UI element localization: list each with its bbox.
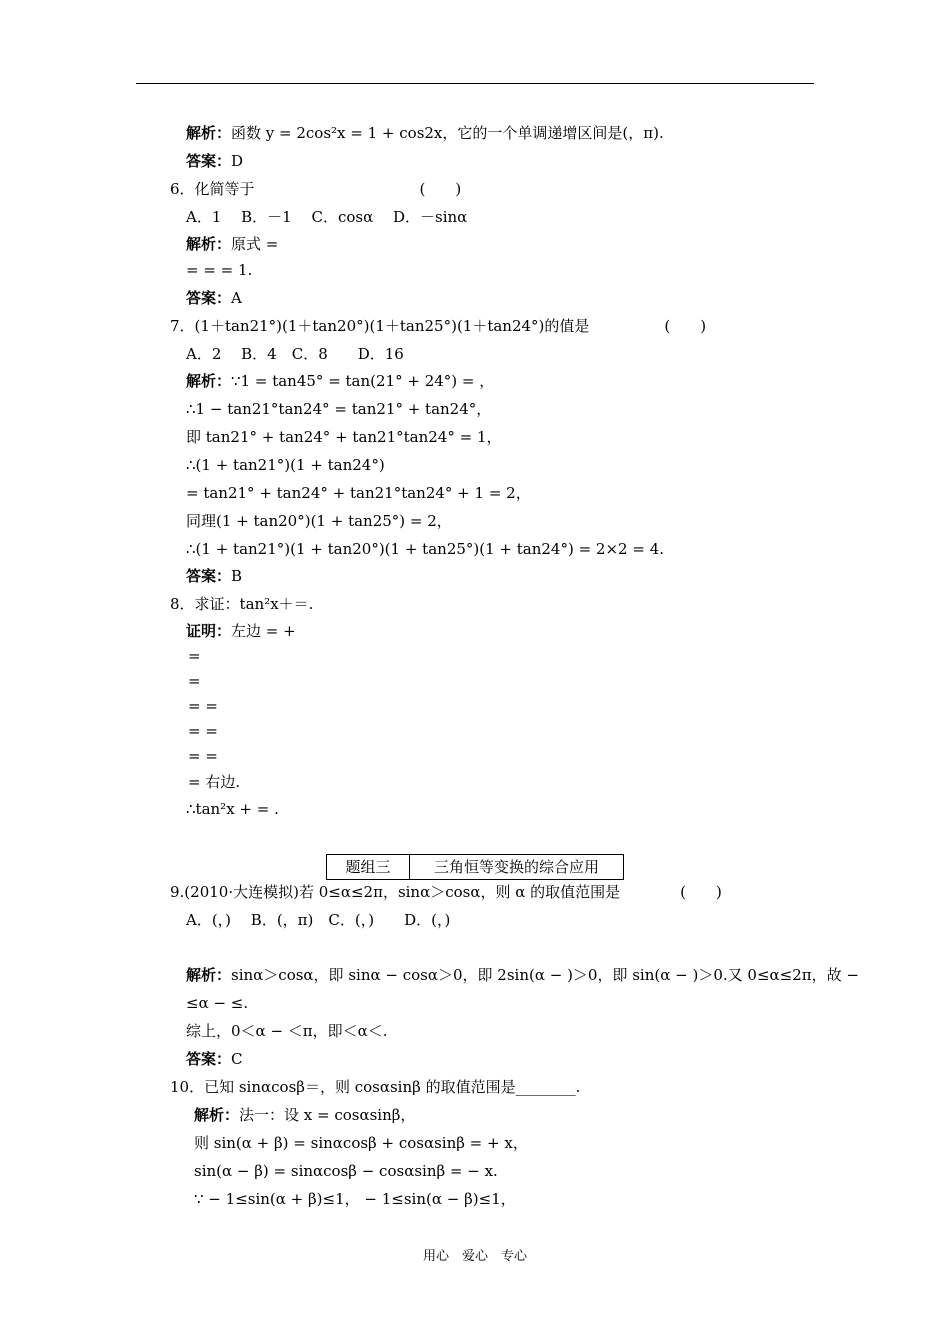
text-line: = =	[188, 722, 218, 740]
group-header	[326, 854, 624, 880]
text-line: = =	[188, 697, 218, 715]
options-6: A．1 B．－1 C．cosα D．－sinα	[186, 208, 468, 226]
text-line: ∵ − 1≤sin(α + β)≤1， − 1≤sin(α − β)≤1，	[194, 1190, 516, 1208]
header-rule	[136, 83, 814, 84]
answer-line: 答案：B	[186, 567, 243, 585]
text-line: ∴tan²x + = .	[186, 800, 279, 818]
answer-line: 答案：D	[186, 152, 244, 170]
question-10: 10．已知 sinαcosβ＝，则 cosαsinβ 的取值范围是________.	[170, 1078, 581, 1096]
text-line: = =	[188, 747, 218, 765]
text-line: ∴(1 + tan21°)(1 + tan24°)	[186, 456, 385, 474]
text-line: = tan21° + tan24° + tan21°tan24° + 1 = 2，	[186, 484, 531, 502]
answer-line: 答案：A	[186, 289, 242, 307]
text-line: ∴(1 + tan21°)(1 + tan20°)(1 + tan25°)(1 + tan24°) = 2×2 = 4.	[186, 540, 665, 558]
text-line: 同理(1 + tan20°)(1 + tan25°) = 2，	[186, 512, 452, 530]
answer-line: 答案：C	[186, 1050, 243, 1068]
analysis-line: 解析：法一：设 x = cosαsinβ，	[194, 1106, 416, 1124]
text-line: sin(α − β) = sinαcosβ − cosαsinβ = − x.	[194, 1162, 498, 1180]
group-label: 题组三	[327, 855, 410, 879]
text-line: =	[188, 647, 201, 665]
text-line: = = = 1.	[186, 261, 253, 279]
question-9: 9.(2010·大连模拟)若 0≤α≤2π，sinα＞cosα，则 α 的取值范围是 ( )	[170, 883, 722, 901]
text-line: 综上，0＜α − ＜π，即＜α＜.	[186, 1022, 388, 1040]
text-line: =	[188, 672, 201, 690]
options-7: A．2 B．4 C．8 D．16	[186, 345, 404, 363]
group-title: 三角恒等变换的综合应用	[433, 858, 599, 876]
analysis-line: 解析：∵1 = tan45° = tan(21° + 24°) = ，	[186, 372, 495, 390]
options-9: A．(，) B．(，π) C．(，) D．(，)	[186, 911, 451, 929]
analysis-line: 解析：原式 =	[186, 235, 279, 253]
question-6: 6．化简等于 ( )	[170, 180, 462, 198]
text-line: = 右边.	[188, 773, 241, 791]
text-line: 则 sin(α + β) = sinαcosβ + cosαsinβ = + x，	[194, 1134, 528, 1152]
question-7: 7．(1＋tan21°)(1＋tan20°)(1＋tan25°)(1＋tan24°)的值是 ( )	[170, 317, 707, 335]
proof-line: 证明：左边 = +	[186, 622, 296, 640]
text-line: 即 tan21° + tan24° + tan21°tan24° = 1，	[186, 428, 502, 446]
text-line: ∴1 − tan21°tan24° = tan21° + tan24°，	[186, 400, 492, 418]
question-8: 8．求证：tan²x＋＝.	[170, 595, 314, 613]
page-footer: 用心 爱心 专心	[422, 1249, 527, 1264]
text-line: ≤α − ≤.	[186, 994, 249, 1012]
analysis-line: 解析：sinα＞cosα，即 sinα − cosα＞0，即 2sin(α − )＞0，即 sin(α − )＞0.又 0≤α≤2π，故 −	[186, 966, 859, 984]
analysis-line: 解析：函数 y = 2cos²x = 1 + cos2x，它的一个单调递增区间是(，π).	[186, 124, 664, 142]
